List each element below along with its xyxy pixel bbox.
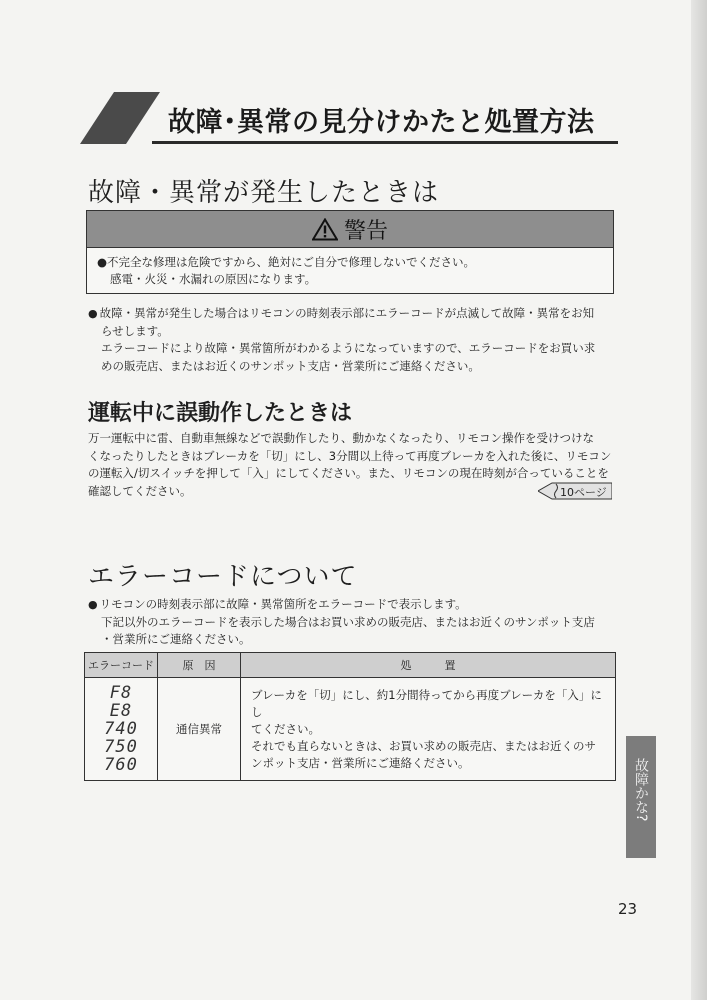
warning-box [86, 210, 614, 294]
column-header-cause: 原 因 [158, 653, 241, 678]
action-line: それでも直らないときは、お買い求めの販売店、またはお近くのサ [251, 738, 596, 753]
error-code: E8 [109, 701, 133, 721]
body-line: エラーコードにより故障・異常箇所がわかるようになっていますので、エラーコードをお買い求 [101, 341, 596, 355]
column-header-error-code: エラーコード [85, 653, 158, 678]
section-heading-error-codes: エラーコードについて [88, 562, 358, 592]
side-index-tab[interactable] [626, 736, 656, 858]
warning-header [87, 211, 613, 248]
title-underline [152, 141, 618, 144]
page-reference-text: 10ページ [560, 486, 607, 499]
page-reference-tag[interactable] [538, 482, 612, 500]
error-code: 760 [104, 755, 138, 775]
body-line: の運転入/切スイッチを押して「入」にしてください。また、リモコンの現在時刻が合っていることを [88, 466, 609, 480]
error-code: 740 [104, 719, 138, 739]
warning-line: ●不完全な修理は危険ですから、絶対にご自分で修理しないでください。 [97, 255, 476, 269]
section3-body [88, 596, 595, 649]
body-line: めの販売店、またはお近くのサンポット支店・営業所にご連絡ください。 [101, 358, 480, 373]
body-line: 故障・異常が発生した場合はリモコンの時刻表示部にエラーコードが点滅して故障・異常をお知 [99, 306, 595, 320]
body-line: 下記以外のエラーコードを表示した場合はお買い求めの販売店、またはお近くのサンポット支店 [101, 614, 595, 629]
column-header-action: 処 置 [241, 653, 616, 678]
title-band [80, 92, 618, 144]
bullet-icon: ● [88, 598, 98, 611]
error-code-list [85, 678, 158, 781]
section-heading-malfunction: 運転中に誤動作したときは [88, 401, 353, 426]
action-line: てください。 [251, 721, 320, 736]
body-line: 万一運転中に雷、自動車無線などで誤動作したり、動かなくなったり、リモコン操作を受けつけな [88, 431, 594, 445]
warning-triangle-icon [312, 218, 338, 241]
side-tab-label: 故障かな? [633, 758, 649, 822]
action-cell [241, 678, 616, 781]
error-code-table [84, 652, 616, 781]
cause-cell: 通信異常 [158, 678, 241, 781]
body-line: らせします。 [101, 323, 169, 338]
bullet-icon: ● [88, 307, 98, 320]
action-line: ンポット支店・営業所にご連絡ください。 [251, 755, 470, 770]
section2-body [88, 430, 611, 500]
warning-body [87, 248, 613, 288]
table-row [85, 678, 616, 781]
table-header-row [85, 653, 616, 678]
body-line: リモコンの時刻表示部に故障・異常箇所をエラーコードで表示します。 [99, 597, 467, 611]
error-code: 750 [104, 737, 138, 757]
error-code: F8 [109, 683, 133, 703]
page-edge [691, 0, 707, 1000]
body-line: くなったりしたときはブレーカを「切」にし、3分間以上待って再度ブレーカを入れた後に、リモコン [88, 448, 612, 463]
section-heading-failure: 故障・異常が発生したときは [88, 178, 440, 208]
body-line: 確認してください。 [88, 483, 192, 498]
page-title: 故障･異常の見分けかたと処置方法 [168, 107, 595, 138]
warning-line: 感電・火災・水漏れの原因になります。 [110, 272, 317, 286]
body-line: ・営業所にご連絡ください。 [101, 632, 251, 646]
action-line: ブレーカを「切」にし、約1分間待ってから再度ブレーカを「入」にし [251, 687, 602, 719]
title-slash-decoration [80, 92, 160, 144]
section1-body [88, 305, 595, 375]
page-number: 23 [618, 900, 638, 918]
warning-title: 警告 [343, 218, 388, 244]
